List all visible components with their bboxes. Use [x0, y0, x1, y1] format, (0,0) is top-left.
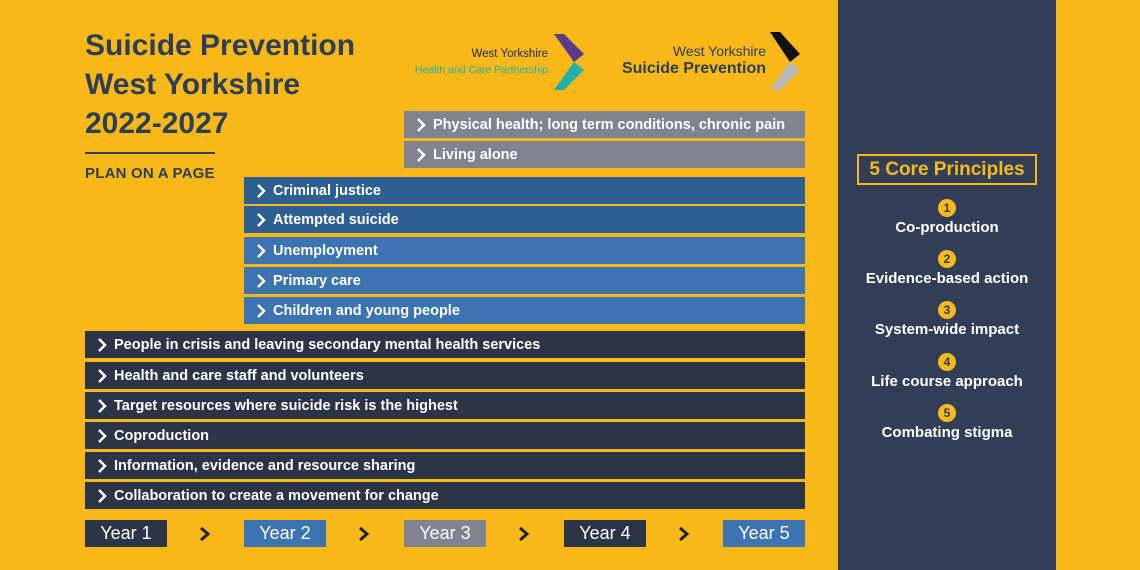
chevron-right-icon [95, 399, 109, 413]
principle-2 [848, 250, 1046, 287]
bar-staff-volunteers [85, 362, 805, 389]
bar-attempted-suicide [244, 206, 805, 233]
year-4: Year 4 [564, 520, 646, 547]
bar-label: Information, evidence and resource sharing [114, 457, 416, 474]
year-1: Year 1 [85, 520, 167, 547]
bar-coproduction [85, 422, 805, 449]
principle-number-badge: 3 [938, 301, 956, 319]
chevron-right-icon [95, 489, 109, 503]
chevron-right-icon [357, 526, 371, 542]
bar-label: Collaboration to create a movement for change [114, 487, 439, 504]
principle-label: Evidence-based action [865, 270, 1029, 287]
principle-number-badge: 1 [938, 199, 956, 217]
bar-label: Children and young people [273, 302, 460, 319]
bar-information-sharing [85, 452, 805, 479]
chevron-right-icon [254, 304, 268, 318]
principle-label: Combating stigma [881, 424, 1013, 441]
bar-criminal-justice [244, 177, 805, 204]
chevron-right-icon [414, 148, 428, 162]
core-principles-heading: 5 Core Principles [857, 154, 1037, 185]
partnership-logo-line2: Health and Care Partnership [414, 64, 548, 76]
title-line-1: Suicide Prevention [85, 29, 356, 62]
principle-1 [848, 199, 1046, 236]
bar-label: Criminal justice [273, 182, 381, 199]
principle-number-badge: 4 [938, 353, 956, 371]
principle-label: System-wide impact [874, 321, 1020, 338]
bar-physical-health [404, 111, 805, 138]
prevention-chevron-icon [768, 32, 802, 92]
prevention-logo [612, 32, 804, 94]
bar-label: Primary care [273, 272, 361, 289]
chevron-right-icon [95, 429, 109, 443]
bar-living-alone [404, 141, 805, 168]
principle-5 [848, 404, 1046, 441]
chevron-right-icon [677, 526, 691, 542]
bar-label: Living alone [433, 146, 518, 163]
chevron-right-icon [254, 184, 268, 198]
year-5: Year 5 [723, 520, 805, 547]
bar-collaboration [85, 482, 805, 509]
partnership-chevron-icon [552, 34, 586, 92]
bar-label: Physical health; long term conditions, chronic pain [433, 116, 786, 133]
year-3: Year 3 [404, 520, 486, 547]
chevron-right-icon [414, 118, 428, 132]
bar-children-young-people [244, 297, 805, 324]
page-title [85, 26, 385, 143]
partnership-logo-line1: West Yorkshire [471, 48, 548, 60]
bar-label: Coproduction [114, 427, 210, 444]
bar-label: Health and care staff and volunteers [114, 367, 364, 384]
bar-label: Unemployment [273, 242, 378, 259]
principle-number-badge: 5 [938, 404, 956, 422]
chevron-right-icon [95, 338, 109, 352]
prevention-logo-line1: West Yorkshire [672, 43, 766, 59]
chevron-right-icon [95, 369, 109, 383]
bar-people-in-crisis [85, 331, 805, 358]
title-line-2: West Yorkshire [85, 68, 301, 101]
principle-number-badge: 2 [938, 250, 956, 268]
bar-label: Target resources where suicide risk is the highest [114, 397, 458, 414]
title-line-3: 2022-2027 [85, 107, 229, 140]
chevron-right-icon [254, 213, 268, 227]
chevron-right-icon [198, 526, 212, 542]
chevron-right-icon [254, 244, 268, 258]
bar-label: Attempted suicide [273, 211, 399, 228]
bar-target-resources [85, 392, 805, 419]
chevron-right-icon [517, 526, 531, 542]
principle-4 [848, 353, 1046, 390]
bar-label: People in crisis and leaving secondary mental health services [114, 336, 541, 353]
principle-label: Life course approach [871, 373, 1023, 390]
prevention-logo-line2: Suicide Prevention [621, 60, 766, 77]
principle-3 [848, 301, 1046, 338]
plan-subtitle: PLAN ON A PAGE [85, 165, 215, 182]
principle-label: Co-production [895, 219, 999, 236]
year-2: Year 2 [244, 520, 326, 547]
bar-unemployment [244, 237, 805, 264]
title-divider [85, 152, 215, 154]
partnership-logo [398, 34, 588, 92]
bar-primary-care [244, 267, 805, 294]
chevron-right-icon [254, 274, 268, 288]
chevron-right-icon [95, 459, 109, 473]
